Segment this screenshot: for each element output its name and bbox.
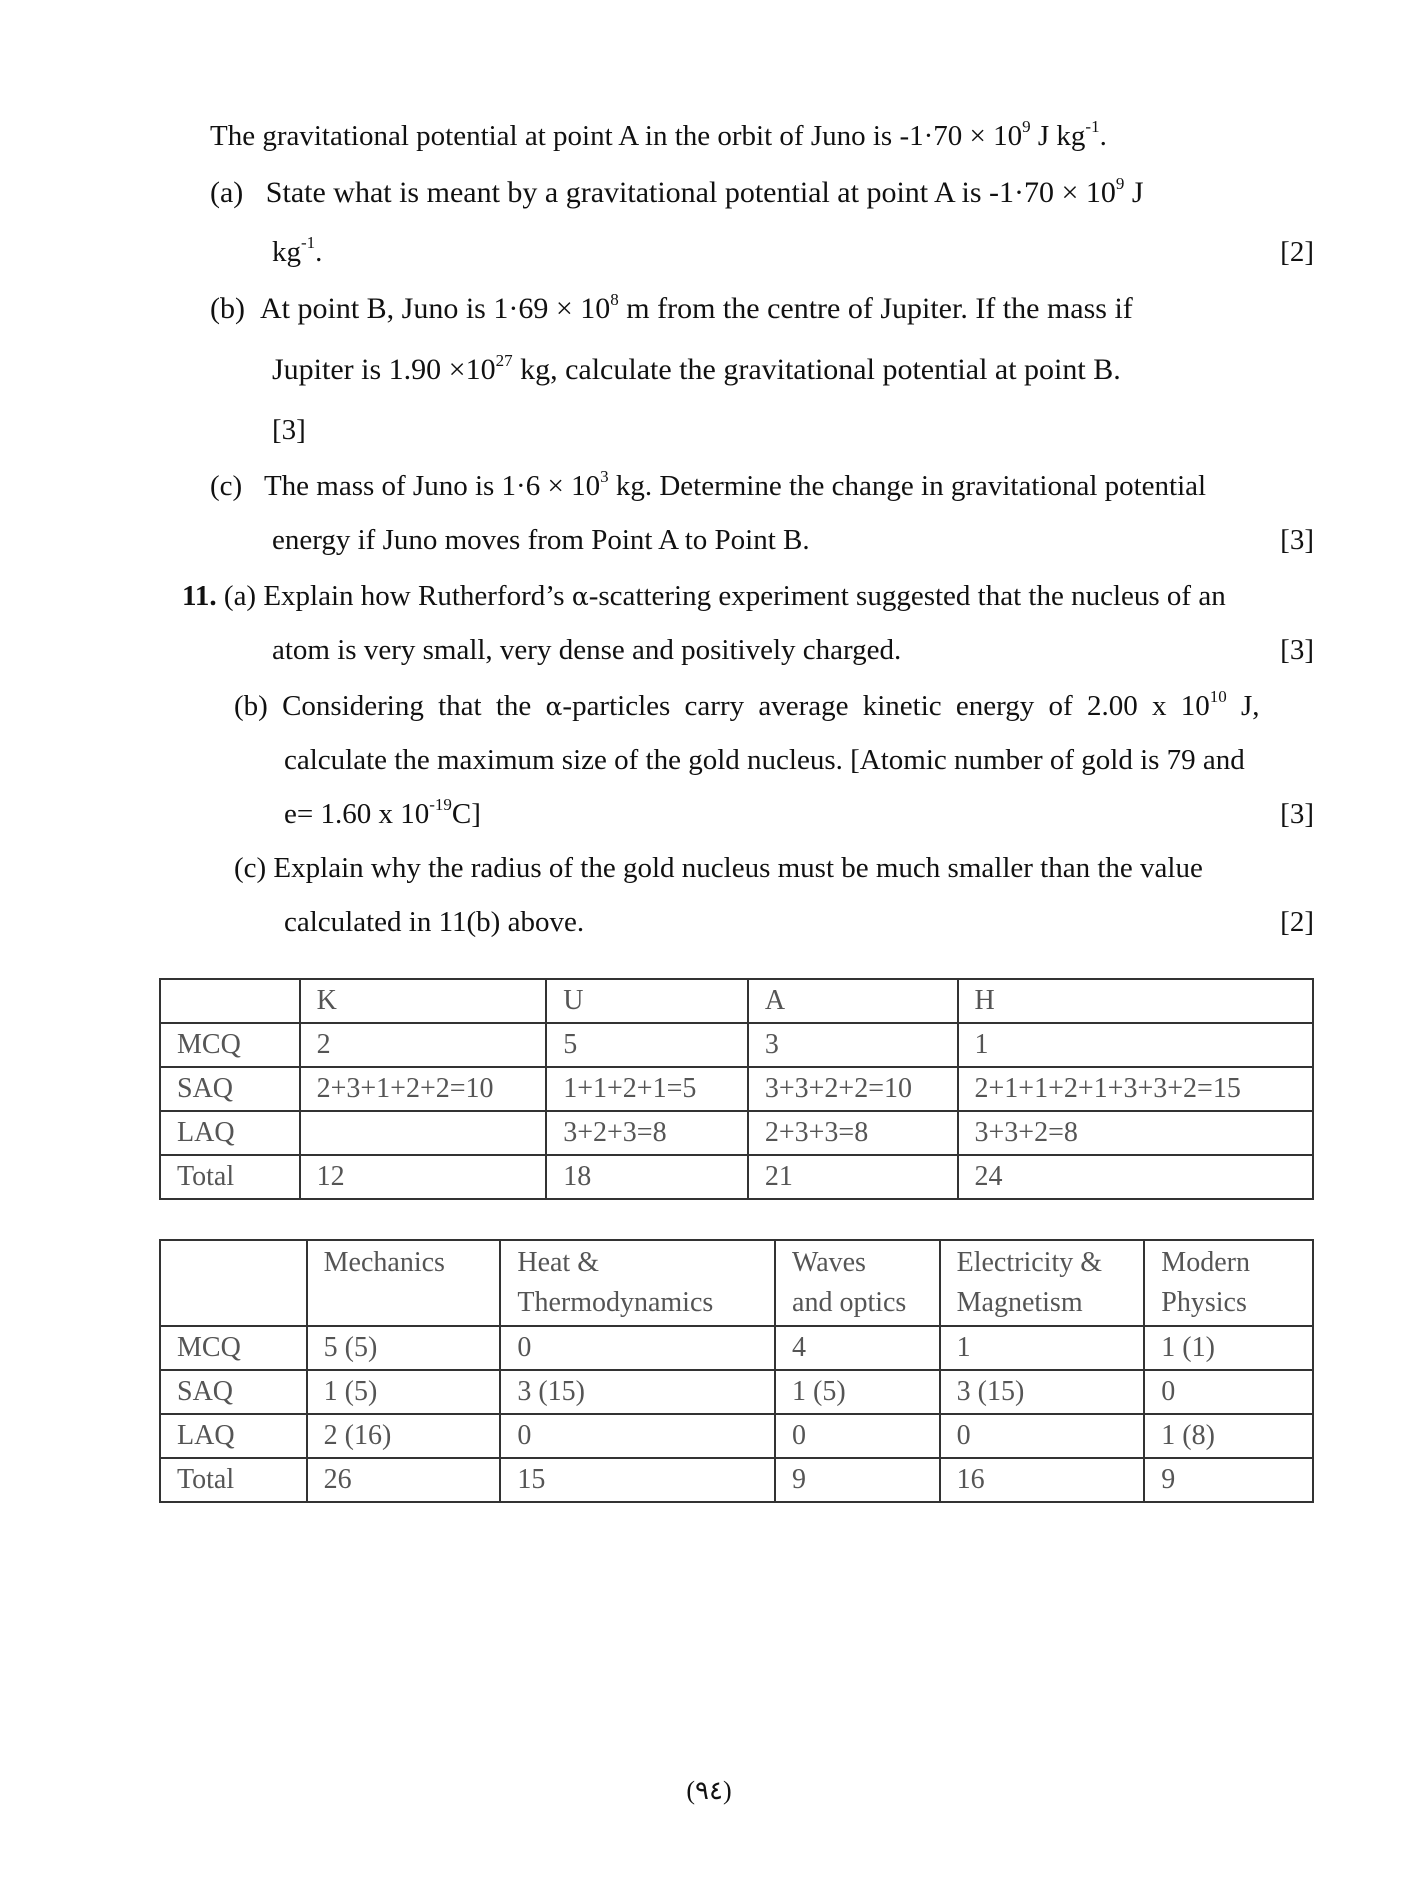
table-cell: 3 (15) xyxy=(500,1370,775,1414)
table-cell: LAQ xyxy=(160,1414,307,1458)
question-c-text-cont: kg. Determine the change in gravitational potential xyxy=(608,470,1207,502)
table-header-cell xyxy=(940,1240,1145,1326)
header-line: and optics xyxy=(792,1287,907,1318)
table-cell: 15 xyxy=(500,1458,775,1502)
table-cell: 0 xyxy=(500,1414,775,1458)
table-header-row xyxy=(160,979,1313,1023)
question-b-text2-cont: kg, calculate the gravitational potential at point B. xyxy=(512,353,1121,386)
table-cell: 0 xyxy=(500,1326,775,1370)
header-line: Modern xyxy=(1161,1247,1250,1278)
table-cell: 5 xyxy=(546,1023,748,1067)
table-cell: 5 (5) xyxy=(307,1326,501,1370)
intro-line xyxy=(210,118,1107,154)
intro-unit-exponent: -1 xyxy=(1085,117,1100,137)
intro-exponent: 9 xyxy=(1022,117,1031,137)
table-cell: 21 xyxy=(748,1155,958,1199)
question-11b-charge-exponent: -19 xyxy=(429,795,452,815)
header-line: Thermodynamics xyxy=(517,1287,714,1318)
header-line: Waves xyxy=(792,1247,866,1278)
table-header-row xyxy=(160,1240,1313,1326)
table-header-cell xyxy=(775,1240,940,1326)
table-cell: 2+3+3=8 xyxy=(748,1111,958,1155)
table-cell: SAQ xyxy=(160,1370,307,1414)
table-cell: 12 xyxy=(300,1155,547,1199)
table-row xyxy=(160,1111,1313,1155)
question-11b-text-cont: -particles carry average kinetic energy of 2.00 x 10 xyxy=(562,690,1210,722)
table-cell: H xyxy=(958,979,1314,1023)
question-b-exponent: 8 xyxy=(610,290,619,309)
table-cell: 0 xyxy=(775,1414,940,1458)
question-11b-charge-unit: C] xyxy=(451,798,481,830)
table-cell: 2+3+1+2+2=10 xyxy=(300,1067,547,1111)
intro-unit: J kg xyxy=(1030,120,1086,152)
table-cell: 3+3+2=8 xyxy=(958,1111,1314,1155)
table-row xyxy=(160,1023,1313,1067)
table-header-cell xyxy=(1144,1240,1313,1326)
header-line: Heat & xyxy=(517,1247,599,1278)
table-cell: Total xyxy=(160,1155,300,1199)
question-a-line1 xyxy=(210,175,1144,211)
page-number: (٩٤) xyxy=(686,1776,732,1805)
table-cell: A xyxy=(748,979,958,1023)
header-line: Electricity & xyxy=(956,1247,1103,1278)
question-11b-marks: [3] xyxy=(1280,798,1314,830)
question-11b-line2: calculate the maximum size of the gold nucleus. [Atomic number of gold is 79 and xyxy=(284,744,1245,776)
table-cell: 9 xyxy=(775,1458,940,1502)
table-cell: 1 (1) xyxy=(1144,1326,1313,1370)
table-row xyxy=(160,1155,1313,1199)
question-11a-line2: atom is very small, very dense and positively charged. xyxy=(272,634,902,666)
table-cell: 2 (16) xyxy=(307,1414,501,1458)
question-c-exponent: 3 xyxy=(600,467,609,487)
question-a-line2 xyxy=(272,234,322,270)
question-11a-line1 xyxy=(182,578,1226,615)
question-a-text: State what is meant by a gravitational potential at point A is -1·70 × 10 xyxy=(265,176,1116,209)
table-row xyxy=(160,1414,1313,1458)
table-cell: 16 xyxy=(940,1458,1145,1502)
question-b-text2: Jupiter is 1.90 ×10 xyxy=(272,353,496,386)
cognitive-level-table xyxy=(159,978,1314,1200)
table-header-cell xyxy=(500,1240,775,1326)
table-row xyxy=(160,1458,1313,1502)
question-11a-text: (a) Explain how Rutherford’s xyxy=(216,580,572,612)
question-11-number: 11. xyxy=(182,580,217,612)
question-a-unit2: kg xyxy=(272,236,301,268)
question-b-exponent2: 27 xyxy=(495,351,513,370)
question-c-line2: energy if Juno moves from Point A to Point B. xyxy=(272,524,810,556)
table-cell: 1 xyxy=(940,1326,1145,1370)
question-11a-text-cont: -scattering experiment suggested that the nucleus of an xyxy=(588,580,1226,612)
question-b-marks: [3] xyxy=(272,414,306,446)
table-cell: U xyxy=(546,979,748,1023)
intro-text: The gravitational potential at point A in the orbit of Juno is -1·70 × 10 xyxy=(210,120,1023,152)
table-cell: 3+2+3=8 xyxy=(546,1111,748,1155)
question-a-end: . xyxy=(315,236,323,268)
table-header-cell xyxy=(160,1240,307,1326)
intro-end: . xyxy=(1099,120,1107,152)
table-row xyxy=(160,1326,1313,1370)
header-line: Magnetism xyxy=(956,1287,1083,1318)
table-cell: 0 xyxy=(940,1414,1145,1458)
table-cell: 1+1+2+1=5 xyxy=(546,1067,748,1111)
question-11c-line2: calculated in 11(b) above. xyxy=(284,906,585,938)
table-cell: K xyxy=(300,979,547,1023)
question-11b-text: (b) Considering that the xyxy=(234,690,546,722)
question-b-text-cont: m from the centre of Jupiter. If the mass if xyxy=(618,292,1133,325)
table-cell: 0 xyxy=(1144,1370,1313,1414)
question-a-label: (a) xyxy=(210,176,244,209)
question-b-label: (b) xyxy=(210,292,245,325)
table-cell xyxy=(300,1111,547,1155)
question-c-text: The mass of Juno is 1·6 × 10 xyxy=(263,470,601,502)
question-b-line2 xyxy=(272,352,1121,388)
question-11b-line3 xyxy=(284,796,481,832)
question-c-line1 xyxy=(210,468,1206,504)
table-cell: 3+3+2+2=10 xyxy=(748,1067,958,1111)
header-line: Mechanics xyxy=(323,1247,445,1278)
table-cell: SAQ xyxy=(160,1067,300,1111)
question-a-unit2-exponent: -1 xyxy=(301,233,316,253)
table-cell: 3 (15) xyxy=(940,1370,1145,1414)
alpha-symbol: α xyxy=(571,582,589,611)
table-row xyxy=(160,1067,1313,1111)
table-cell: 24 xyxy=(958,1155,1314,1199)
question-c-marks: [3] xyxy=(1280,524,1314,556)
table-cell xyxy=(160,979,300,1023)
table-cell: 2 xyxy=(300,1023,547,1067)
table-cell: 1 (5) xyxy=(307,1370,501,1414)
question-11a-marks: [3] xyxy=(1280,634,1314,666)
table-cell: 26 xyxy=(307,1458,501,1502)
question-11b-charge: e= 1.60 x 10 xyxy=(284,798,430,830)
table-cell: 1 xyxy=(958,1023,1314,1067)
question-11b-unit: J, xyxy=(1226,690,1260,722)
question-c-label: (c) xyxy=(210,470,243,502)
table-cell: LAQ xyxy=(160,1111,300,1155)
table-cell: Total xyxy=(160,1458,307,1502)
table-cell: MCQ xyxy=(160,1023,300,1067)
question-b-text: At point B, Juno is 1·69 × 10 xyxy=(259,292,611,325)
question-11c-marks: [2] xyxy=(1280,906,1314,938)
question-a-unit: J xyxy=(1124,176,1144,209)
table-cell: 4 xyxy=(775,1326,940,1370)
table-cell: 1 (8) xyxy=(1144,1414,1313,1458)
table-row xyxy=(160,1370,1313,1414)
table-cell: 2+1+1+2+1+3+3+2=15 xyxy=(958,1067,1314,1111)
question-a-exponent: 9 xyxy=(1115,174,1125,193)
topic-distribution-table xyxy=(159,1239,1314,1503)
question-11c-line1: (c) Explain why the radius of the gold nucleus must be much smaller than the value xyxy=(234,852,1203,884)
table-cell: MCQ xyxy=(160,1326,307,1370)
table-cell: 18 xyxy=(546,1155,748,1199)
question-a-marks: [2] xyxy=(1280,236,1314,268)
question-11b-exponent: 10 xyxy=(1209,687,1227,707)
alpha-symbol-b: α xyxy=(545,692,563,721)
question-b-line1 xyxy=(210,291,1133,327)
table-cell: 1 (5) xyxy=(775,1370,940,1414)
table-cell: 9 xyxy=(1144,1458,1313,1502)
header-line: Physics xyxy=(1161,1287,1247,1318)
table-header-cell xyxy=(307,1240,501,1326)
table-cell: 3 xyxy=(748,1023,958,1067)
question-11b-line1 xyxy=(234,688,1260,725)
